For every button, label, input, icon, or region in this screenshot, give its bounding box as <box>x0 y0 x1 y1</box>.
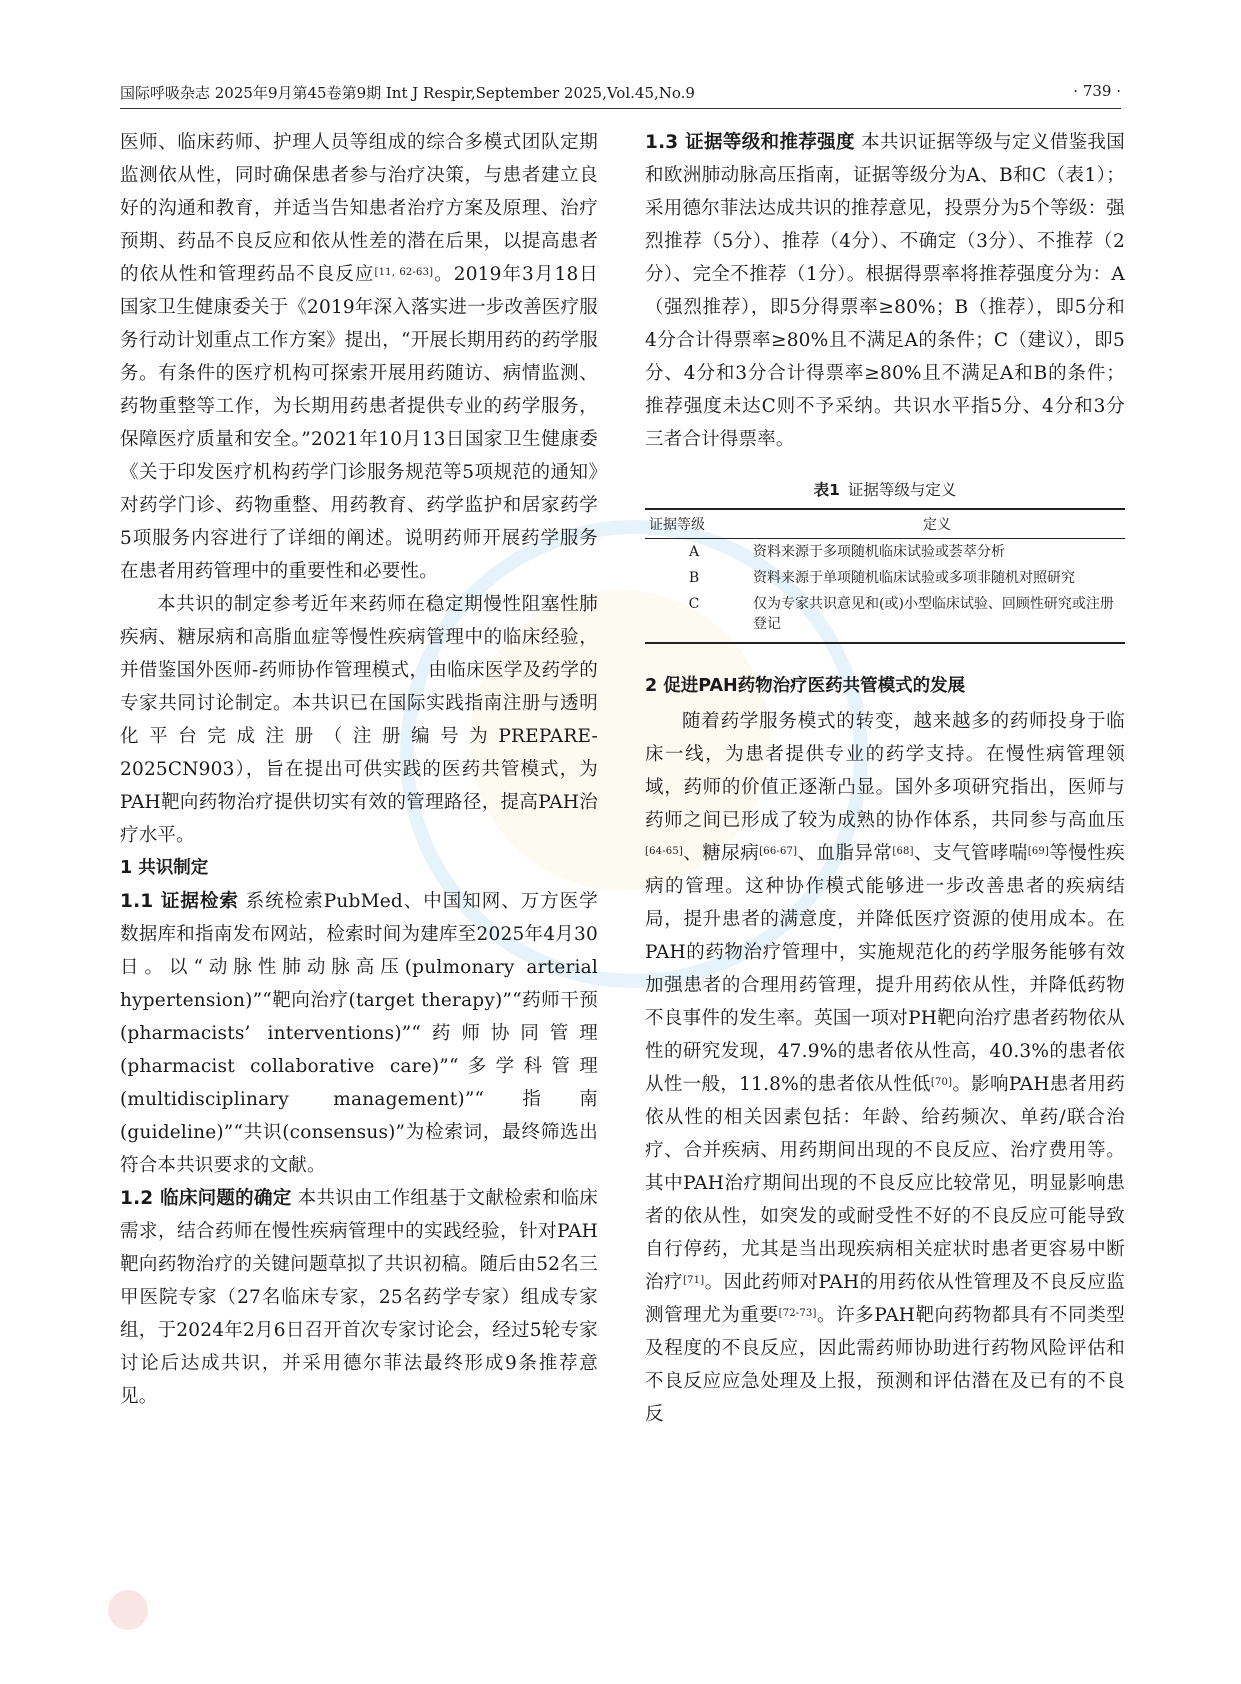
citation-ref[interactable]: [66-67] <box>759 846 798 857</box>
subsection-heading-1-3: 1.3 证据等级和推荐强度 <box>645 132 855 153</box>
section-heading-1: 1 共识制定 <box>120 858 209 878</box>
table-row <box>645 565 1125 591</box>
table-header-level: 证据等级 <box>645 509 749 539</box>
journal-citation: 国际呼吸杂志 2025年9月第45卷第9期 Int J Respir,September 2025,Vol.45,No.9 <box>120 84 695 102</box>
citation-ref[interactable]: [71] <box>682 1275 705 1286</box>
table-title: 证据等级与定义 <box>847 481 957 499</box>
table-caption <box>645 478 1125 500</box>
running-header <box>120 78 1121 109</box>
paragraph-consensus-basis: 本共识的制定参考近年来药师在稳定期慢性阻塞性肺疾病、糖尿病和高脂血症等慢性疾病管理中的临床经验，并借鉴国外医师-药师协作管理模式，由临床医学及药学的专家共同讨论制定。本共识已在国际实践指南注册与透明化平台完成注册（注册编号为PREPARE-2025CN903），旨在提出可供实践的医药共管模式，为PAH靶向药物治疗提供切实有效的管理路径，提高PAH治疗水平。 <box>120 594 598 846</box>
table-label: 表1 <box>813 481 840 499</box>
table-row <box>645 539 1125 566</box>
paragraph-clinical-questions: 1.2 临床问题的确定 本共识由工作组基于文献检索和临床需求，结合药师在慢性疾病管理中的实践经验，针对PAH靶向药物治疗的关键问题草拟了共识初稿。随后由52名三甲医院专家（27名临床专家，25名药学专家）组成专家组，于2024年2月6日召开首次专家讨论会，经过5轮专家讨论后达成共识，并采用德尔菲法最终形成9条推荐意见。 <box>120 1188 598 1407</box>
paragraph-adherence: 医师、临床药师、护理人员等组成的综合多模式团队定期监测依从性，同时确保患者参与治疗决策，与患者建立良好的沟通和教育，并适当告知患者治疗方案及原理、治疗预期、药品不良反应和依从性差的潜在后果，以提高患者的依从性和管理药品不良反应[11, 62-63]。2019年3月18日国家卫生健康委关于《2019年深入落实进一步改善医疗服务行动计划重点工作方案》提出，“开展长期用药的药学服务。有条件的医疗机构可探索开展用药随访、病情监测、药物重整等工作，为长期用药患者提供专业的药学服务，保障医疗质量和安全。”2021年10月13日国家卫生健康委《关于印发医疗机构药学门诊服务规范等5项规范的通知》对药学门诊、药物重整、用药教育、药学监护和居家药学5项服务内容进行了详细的阐述。说明药师开展药学服务在患者用药管理中的重要性和必要性。 <box>120 132 598 582</box>
section-heading-2: 2 促进PAH药物治疗医药共管模式的发展 <box>645 676 966 696</box>
table-cell-level: C <box>645 591 749 643</box>
citation-ref[interactable]: [72-73] <box>778 1308 817 1319</box>
citation-ref[interactable]: [64-65] <box>645 846 684 857</box>
table-header-definition: 定义 <box>749 509 1125 539</box>
publisher-stamp <box>108 1590 148 1630</box>
citation-ref[interactable]: [70] <box>930 1077 953 1088</box>
citation-ref[interactable]: [68] <box>892 846 914 857</box>
left-column <box>120 126 598 1413</box>
paragraph-pharmacist-collaboration: 随着药学服务模式的转变，越来越多的药师投身于临床一线，为患者提供专业的药学支持。在慢性病管理领域，药师的价值正逐渐凸显。国外多项研究指出，医师与药师之间已形成了较为成熟的协作体系，共同参与高血压[64-65]、糖尿病[66-67]、血脂异常[68]、支气管哮喘[69]等慢性疾病的管理。这种协作模式能够进一步改善患者的疾病结局，提升患者的满意度，并降低医疗资源的使用成本。在PAH的药物治疗管理中，实施规范化的药学服务能够有效加强患者的合理用药管理，提升用药依从性，并降低药物不良事件的发生率。英国一项对PH靶向治疗患者药物依从性的研究发现，47.9%的患者依从性高，40.3%的患者依从性一般，11.8%的患者依从性低[70]。影响PAH患者用药依从性的相关因素包括：年龄、给药频次、单药/联合治疗、合并疾病、用药期间出现的不良反应、治疗费用等。其中PAH治疗期间出现的不良反应比较常见，明显影响患者的依从性，如突发的或耐受性不好的不良反应可能导致自行停药，尤其是当出现疾病相关症状时患者更容易中断治疗[71]。因此药师对PAH的用药依从性管理及不良反应监测管理尤为重要[72-73]。许多PAH靶向药物都具有不同类型及程度的不良反应，因此需药师协助进行药物风险评估和不良反应应急处理及上报，预测和评估潜在及已有的不良反 <box>645 711 1125 1425</box>
table-header-row <box>645 509 1125 539</box>
table-cell-level: A <box>688 544 700 560</box>
page-number: · 739 · <box>1073 82 1121 100</box>
evidence-level-table <box>645 508 1125 644</box>
right-column <box>645 126 1125 1431</box>
table-row <box>645 591 1125 643</box>
table-cell-definition: 资料来源于多项随机临床试验或荟萃分析 <box>753 544 1005 560</box>
citation-ref[interactable]: [69] <box>1027 846 1050 857</box>
table-cell-level: B <box>688 570 700 586</box>
table-cell-definition: 资料来源于单项随机临床试验或多项非随机对照研究 <box>753 570 1075 586</box>
table-cell-definition: 仅为专家共识意见和(或)小型临床试验、回顾性研究或注册登记 <box>749 591 1125 643</box>
citation-ref[interactable]: [11, 62-63] <box>374 267 434 278</box>
paragraph-evidence-level: 1.3 证据等级和推荐强度 本共识证据等级与定义借鉴我国和欧洲肺动脉高压指南，证据等级分为A、B和C（表1）；采用德尔菲法达成共识的推荐意见，投票分为5个等级：强烈推荐（5分）、推荐（4分）、不确定（3分）、不推荐（2分）、完全不推荐（1分）。根据得票率将推荐强度分为：A（强烈推荐），即5分得票率≥80%；B（推荐），即5分和4分合计得票率≥80%且不满足A的条件；C（建议），即5分、4分和3分合计得票率≥80%且不满足A和B的条件；推荐强度未达C则不予采纳。共识水平指5分、4分和3分三者合计得票率。 <box>645 132 1125 450</box>
subsection-heading-1-2: 1.2 临床问题的确定 <box>120 1188 292 1209</box>
paragraph-evidence-search: 1.1 证据检索 系统检索PubMed、中国知网、万方医学数据库和指南发布网站，检索时间为建库至2025年4月30日。以“动脉性肺动脉高压(pulmonary arterial hypertension)”“靶向治疗(target therapy)”“药师干预(pharmacists’ interventions)”“药师协同管理(pharmacist collaborative care)”“多学科管理(multidisciplinary management)”“指南(guideline)”“共识(consensus)”为检索词，最终筛选出符合本共识要求的文献。 <box>120 891 598 1176</box>
subsection-heading-1-1: 1.1 证据检索 <box>120 891 239 912</box>
